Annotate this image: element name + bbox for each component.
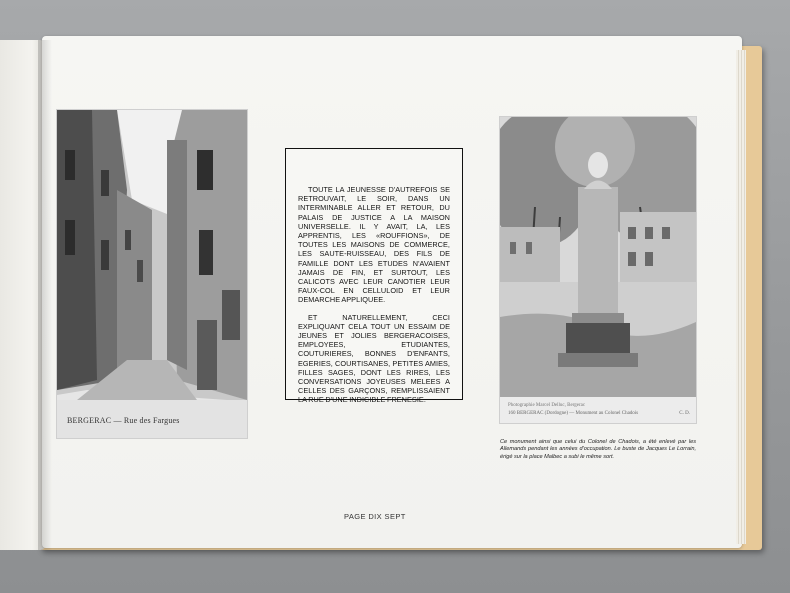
text-panel — [285, 148, 463, 405]
monument-photo-mark: C. D. — [679, 411, 690, 416]
monument-footnote: Ce monument ainsi que celui du Colonel de Chadois, a été enlevé par les Allemands pendant les années d'occupation. Le buste de Jacques Le Lorrain, érigé sur la place Malbec a subi le même sort. — [500, 439, 696, 460]
book-gutter — [38, 40, 52, 550]
text-paragraph-1: TOUTE LA JEUNESSE D'AUTREFOIS SE RETROUVAIT, LE SOIR, DANS UN INTERMINABLE ALLER ET RETOUR, DU PALAIS DE JUSTICE A LA MAISON UNIVERSELLE. IL Y AVAIT, LA, LES APPRENTIS, LES «ROUFFIONS», DE TOUTES LES MAISONS DE COMMERCE, LES SAUTE-RUISSEAU, DES FILS DE FAMILLE DONT LES ETUDES N'AVAIENT JAMAIS DE FIN, ET SURTOUT, LES CALICOTS AVEC LEUR CANOTIER LEUR FAUX-COL EN CELLULOID ET LEUR DEMARCHE APPLIQUEE. — [298, 185, 450, 305]
text-paragraph-2: ET NATURELLEMENT, CECI EXPLIQUANT CELA TOUT UN ESSAIM DE JEUNES ET JOLIES BERGERACOISES, EMPLOYEES, ETUDIANTES, COUTURIERES, BONNES D'ENFANTS, EGERIES, COURTISANES, PETITES AMIES, FILLES SAGES, DONT LES RIRES, LES CONVERSATIONS JOYEUSES MELEES A CELLES DES GARÇONS, REMPLISSAIENT LA RUE D'UNE INDICIBLE FRENESIE. — [298, 312, 450, 405]
monument-photo — [500, 117, 696, 423]
page-edges — [736, 50, 746, 544]
monument-photo-image — [500, 117, 696, 423]
page-number: PAGE DIX SEPT — [344, 512, 406, 521]
street-photo-image — [57, 110, 247, 438]
street-photo-caption: BERGERAC — Rue des Fargues — [67, 416, 180, 425]
street-photo — [57, 110, 247, 438]
monument-photo-caption: 160 BERGERAC (Dordogne) — Monument au Colonel Chadois — [508, 411, 639, 416]
monument-photo-credit: Photographie Marcel Delluc, Bergerac — [508, 403, 586, 408]
